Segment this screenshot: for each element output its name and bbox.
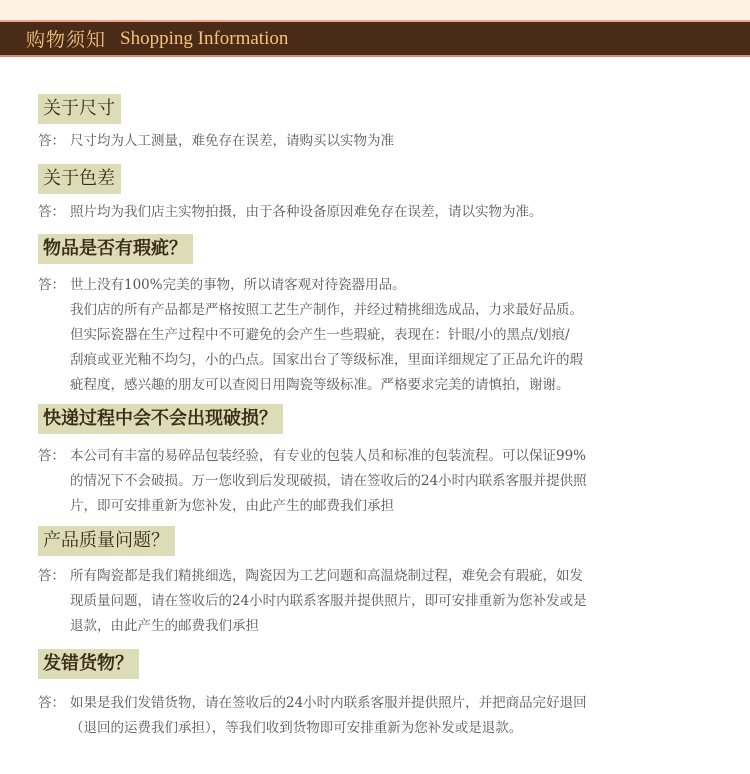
section-heading: 产品质量问题？ xyxy=(38,526,175,556)
section-shipping-damage xyxy=(38,404,728,519)
section-answer xyxy=(38,444,728,519)
section-answer xyxy=(38,129,728,154)
section-answer xyxy=(38,691,728,741)
answer-line: 世上没有100%完美的事物，所以请客观对待瓷器用品。 xyxy=(70,277,406,293)
section-heading: 发错货物？ xyxy=(38,649,139,679)
section-size xyxy=(38,94,728,154)
answer-line: 尺寸均为人工测量，难免存在误差，请购买以实物为准 xyxy=(70,133,394,149)
section-heading: 关于色差 xyxy=(38,164,121,194)
section-answer xyxy=(38,564,728,639)
answer-line: （退回的运费我们承担），等我们收到货物即可安排重新为您补发或是退款。 xyxy=(70,720,523,736)
section-color-difference xyxy=(38,164,728,225)
section-answer xyxy=(38,200,728,225)
answer-line: 刮痕或亚光釉不均匀，小的凸点。国家出台了等级标准，里面详细规定了正品允许的瑕 xyxy=(70,352,583,368)
top-strip xyxy=(0,0,750,20)
section-wrong-item xyxy=(38,649,728,741)
answer-prefix: 答： xyxy=(38,695,65,711)
answer-prefix: 答： xyxy=(38,277,65,293)
section-defects xyxy=(38,234,728,398)
answer-line: 照片均为我们店主实物拍摄，由于各种设备原因难免存在误差，请以实物为准。 xyxy=(70,204,543,220)
header-banner xyxy=(0,20,750,57)
answer-prefix: 答： xyxy=(38,568,65,584)
answer-line: 本公司有丰富的易碎品包装经验，有专业的包装人员和标准的包装流程。可以保证99% xyxy=(70,448,587,464)
answer-line: 所有陶瓷都是我们精挑细选，陶瓷因为工艺问题和高温烧制过程，难免会有瑕疵，如发 xyxy=(70,568,583,584)
answer-line: 退款，由此产生的邮费我们承担 xyxy=(70,618,259,634)
section-answer xyxy=(38,273,728,398)
answer-line: 但实际瓷器在生产过程中不可避免的会产生一些瑕疵，表现在：针眼/小的黑点/划痕/ xyxy=(70,327,570,343)
answer-line: 片，即可安排重新为您补发，由此产生的邮费我们承担 xyxy=(70,498,394,514)
section-heading: 关于尺寸 xyxy=(38,94,121,124)
answer-prefix: 答： xyxy=(38,204,65,220)
answer-line: 我们店的所有产品都是严格按照工艺生产制作，并经过精挑细选成品，力求最好品质。 xyxy=(70,302,583,318)
section-heading: 快递过程中会不会出现破损？ xyxy=(38,404,283,434)
section-quality-issues xyxy=(38,526,728,639)
banner-title-chinese: 购物须知 xyxy=(26,29,107,51)
answer-line: 如果是我们发错货物，请在签收后的24小时内联系客服并提供照片，并把商品完好退回 xyxy=(70,695,587,711)
answer-line: 疵程度，感兴趣的朋友可以查阅日用陶瓷等级标准。严格要求完美的请慎拍，谢谢。 xyxy=(70,377,570,393)
answer-prefix: 答： xyxy=(38,448,65,464)
banner-title-english: Shopping Information xyxy=(120,27,289,49)
answer-prefix: 答： xyxy=(38,133,65,149)
answer-line: 现质量问题，请在签收后的24小时内联系客服并提供照片，即可安排重新为您补发或是 xyxy=(70,593,587,609)
section-heading: 物品是否有瑕疵？ xyxy=(38,234,193,264)
answer-line: 的情况下不会破损。万一您收到后发现破损，请在签收后的24小时内联系客服并提供照 xyxy=(70,473,587,489)
